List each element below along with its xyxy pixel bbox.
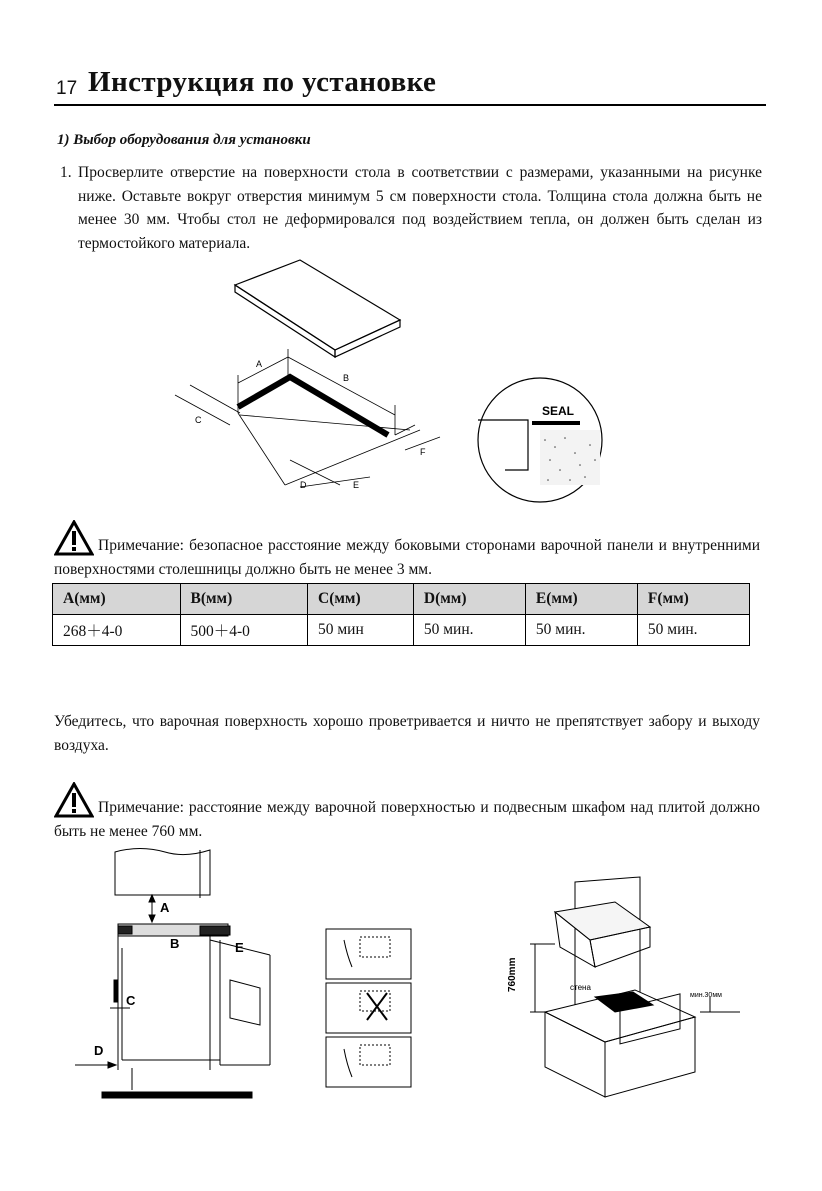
table-header-row [53,584,750,615]
table-cell: 50 мин. [525,615,637,646]
hob-illustration [235,260,400,357]
section-title: 1) Выбор оборудования для установки [57,132,311,148]
table-cell: 50 мин. [413,615,525,646]
dimension-label-e: E [353,480,360,490]
seal-label: SEAL [542,404,575,418]
column-header: E(мм) [525,584,637,615]
column-header: C(мм) [308,584,414,615]
warning-icon [54,520,94,556]
min-30mm-label: мин.30мм [690,992,722,999]
note-text: Примечание: безопасное расстояние между боковыми сторонами варочной панели и внутренними поверхностями столешницы должно быть не менее 3 мм. [54,537,760,578]
column-header: B(мм) [180,584,308,615]
page-title: Инструкция по установке [88,66,437,98]
table-cell: 50 мин. [637,615,749,646]
column-header: D(мм) [413,584,525,615]
dimension-label-b: B [343,373,350,383]
label-a: A [160,900,170,915]
label-c: C [126,993,136,1008]
column-header: A(мм) [53,584,181,615]
table-cell: 268＋4-0 [53,615,181,646]
ventilation-paragraph: Убедитесь, что варочная поверхность хорошо проветривается и ничто не препятствует забору и выходу воздуха. [54,713,760,754]
dimension-label-f: F [420,447,426,457]
label-d: D [94,1043,104,1058]
table-row [53,615,750,646]
dimension-label-a: A [256,359,263,369]
hood-clearance-diagram [495,872,745,1102]
step-number: 1. [60,164,72,181]
cabinet-section-diagram [70,840,290,1105]
column-header: F(мм) [637,584,749,615]
label-b: B [170,936,180,951]
table-cell: 500＋4-0 [180,615,308,646]
dimension-label-d: D [300,480,307,490]
step-text: Просверлите отверстие на поверхности стола в соответствии с размерами, указанными на рисунке ниже. Оставьте вокруг отверстия минимум 5 см поверхности стола. Толщина стола должна быть не менее 30 мм. Чтобы стол не деформировался под воздействием тепла, он должен быть сделан из термостойкого материала. [78,164,762,252]
page-header [54,66,766,106]
height-760-label: 760mm [507,957,518,992]
safety-note-1 [54,520,760,581]
airflow-panels [322,925,417,1095]
dimensions-table [52,583,750,646]
wall-label: стена [570,983,591,992]
label-e: E [235,940,244,955]
step-1-paragraph [60,161,762,255]
safety-note-2 [54,782,760,843]
dimension-label-c: C [195,415,202,425]
note-text: Примечание: расстояние между варочной поверхностью и подвесным шкафом над плитой должно быть не менее 760 мм. [54,799,760,840]
cutout-diagram [160,255,620,510]
seal-detail [478,378,602,502]
table-cell: 50 мин [308,615,414,646]
page-number: 17 [56,78,78,99]
warning-icon [54,782,94,818]
